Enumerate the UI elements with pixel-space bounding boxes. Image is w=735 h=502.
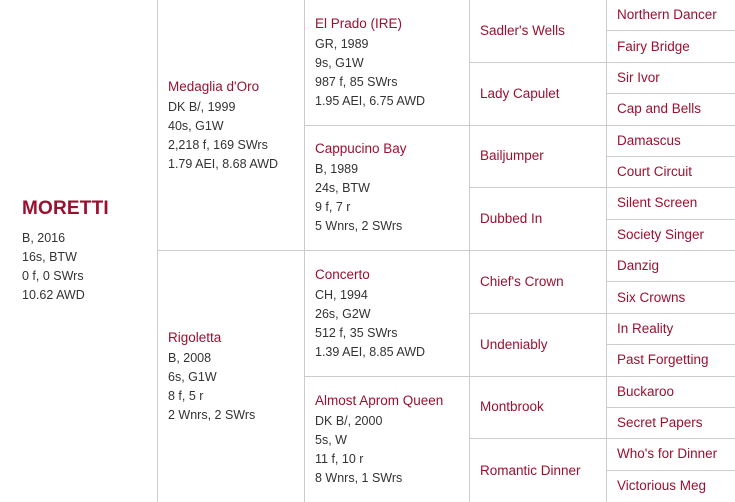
horse-name[interactable]: Lady Capulet	[480, 85, 560, 101]
horse-name[interactable]: Undeniably	[480, 336, 548, 352]
horse-name[interactable]: Secret Papers	[617, 415, 703, 431]
horse-name[interactable]: Victorious Meg	[617, 478, 707, 494]
horse-detail-line: 2,218 f, 169 SWrs	[168, 137, 268, 152]
horse-name[interactable]: Fairy Bridge	[617, 38, 690, 54]
generation-5-column	[606, 0, 735, 502]
horse-name[interactable]: Northern Dancer	[617, 7, 717, 23]
subject-detail-line: 10.62 AWD	[22, 287, 85, 302]
horse-detail-line: 9 f, 7 r	[315, 200, 351, 215]
pedigree-cell-gen4	[470, 188, 606, 251]
horse-detail-line: 1.79 AEI, 8.68 AWD	[168, 156, 279, 171]
pedigree-cell-gen5	[607, 220, 735, 251]
horse-detail-line: 987 f, 85 SWrs	[315, 74, 398, 89]
horse-detail-line: 24s, BTW	[315, 181, 370, 196]
horse-name[interactable]: Concerto	[315, 266, 370, 282]
pedigree-cell-dam	[158, 251, 304, 502]
pedigree-cell-gen3	[305, 0, 469, 126]
horse-name[interactable]: Chief's Crown	[480, 273, 564, 289]
horse-name[interactable]: Romantic Dinner	[480, 462, 581, 478]
horse-detail-line: 8 Wnrs, 1 SWrs	[315, 470, 403, 485]
horse-name[interactable]: Medaglia d'Oro	[168, 78, 260, 94]
subject-detail-line: 16s, BTW	[22, 249, 77, 264]
horse-name[interactable]: Who's for Dinner	[617, 446, 718, 462]
horse-name[interactable]: Damascus	[617, 132, 681, 148]
subject-detail-line: 0 f, 0 SWrs	[22, 268, 84, 283]
horse-name[interactable]: Dubbed In	[480, 211, 543, 227]
pedigree-cell-gen5	[607, 282, 735, 313]
horse-detail-line: DK B/, 1999	[168, 99, 236, 114]
generation-4-column	[469, 0, 606, 502]
horse-name[interactable]: Almost Aprom Queen	[315, 392, 444, 408]
horse-detail-line: 5 Wnrs, 2 SWrs	[315, 219, 403, 234]
horse-name[interactable]: Bailjumper	[480, 148, 544, 164]
pedigree-cell-gen5	[607, 345, 735, 376]
pedigree-cell-gen4	[470, 251, 606, 314]
horse-name[interactable]: Danzig	[617, 258, 660, 274]
horse-detail-line: 9s, G1W	[315, 55, 364, 70]
horse-detail-line: 1.39 AEI, 8.85 AWD	[315, 344, 426, 359]
generation-3-column	[304, 0, 469, 502]
pedigree-cell-gen5	[607, 314, 735, 345]
horse-detail-line: 5s, W	[315, 432, 347, 447]
pedigree-cell-gen5	[607, 188, 735, 219]
horse-detail-line: CH, 1994	[315, 287, 368, 302]
pedigree-cell-gen5	[607, 126, 735, 157]
horse-detail-line: B, 2008	[168, 351, 212, 365]
pedigree-cell-gen5	[607, 439, 735, 470]
horse-name[interactable]: Past Forgetting	[617, 352, 709, 368]
pedigree-cell-gen5	[607, 0, 735, 31]
horse-name[interactable]: Court Circuit	[617, 164, 693, 180]
pedigree-cell-gen4	[470, 377, 606, 440]
pedigree-cell-gen3	[305, 126, 469, 252]
horse-name[interactable]: Cap and Bells	[617, 101, 702, 117]
pedigree-cell-gen4	[470, 439, 606, 502]
pedigree-cell-gen5	[607, 94, 735, 125]
horse-name[interactable]: Buckaroo	[617, 383, 675, 399]
pedigree-cell-gen5	[607, 251, 735, 282]
horse-detail-line: B, 1989	[315, 162, 359, 177]
horse-name[interactable]: Society Singer	[617, 226, 705, 242]
pedigree-cell-gen4	[470, 126, 606, 189]
horse-detail-line: 512 f, 35 SWrs	[315, 325, 398, 340]
horse-name[interactable]: Sir Ivor	[617, 69, 660, 85]
horse-detail-line: 8 f, 5 r	[168, 389, 204, 403]
horse-name[interactable]: Silent Screen	[617, 195, 698, 211]
horse-detail-line: GR, 1989	[315, 36, 369, 51]
horse-detail-line: 11 f, 10 r	[315, 451, 364, 466]
pedigree-cell-gen5	[607, 63, 735, 94]
horse-name[interactable]: El Prado (IRE)	[315, 15, 403, 31]
subject-name: MORETTI	[22, 197, 109, 219]
pedigree-cell-sire	[158, 0, 304, 251]
horse-name[interactable]: Rigoletta	[168, 330, 222, 345]
horse-name[interactable]: Sadler's Wells	[480, 22, 565, 38]
pedigree-cell-gen4	[470, 0, 606, 63]
horse-name[interactable]: Montbrook	[480, 399, 544, 415]
pedigree-cell-subject	[0, 0, 157, 502]
horse-detail-line: 2 Wnrs, 2 SWrs	[168, 408, 256, 422]
subject-detail-line: B, 2016	[22, 230, 66, 245]
pedigree-cell-gen5	[607, 157, 735, 188]
horse-name[interactable]: Six Crowns	[617, 289, 686, 305]
pedigree-cell-gen5	[607, 31, 735, 62]
generation-1-column	[0, 0, 157, 502]
horse-name[interactable]: In Reality	[617, 320, 674, 336]
horse-detail-line: DK B/, 2000	[315, 413, 383, 428]
pedigree-cell-gen3	[305, 251, 469, 377]
horse-detail-line: 1.95 AEI, 6.75 AWD	[315, 93, 426, 108]
pedigree-cell-gen5	[607, 377, 735, 408]
pedigree-cell-gen5	[607, 471, 735, 502]
generation-2-column	[157, 0, 304, 502]
horse-detail-line: 26s, G2W	[315, 306, 371, 321]
horse-detail-line: 40s, G1W	[168, 118, 224, 133]
pedigree-cell-gen4	[470, 314, 606, 377]
horse-name[interactable]: Cappucino Bay	[315, 141, 407, 157]
pedigree-cell-gen5	[607, 408, 735, 439]
pedigree-cell-gen3	[305, 377, 469, 502]
pedigree-cell-gen4	[470, 63, 606, 126]
horse-detail-line: 6s, G1W	[168, 370, 217, 384]
